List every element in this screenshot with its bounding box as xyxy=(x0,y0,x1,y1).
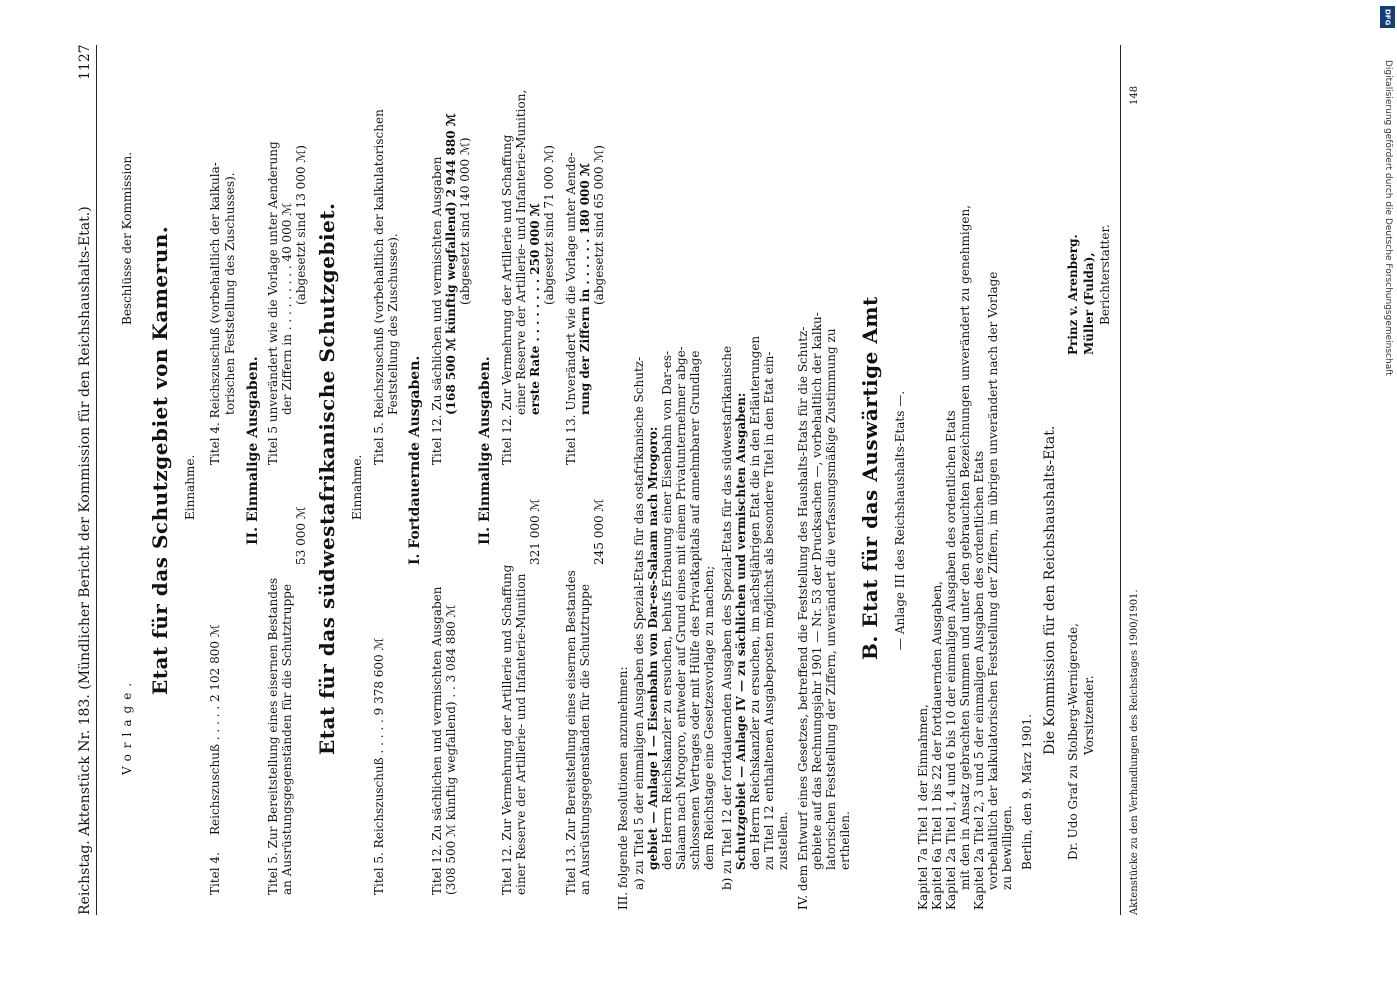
suedwest-right-t12-c: (abgesetzt sind 140 000 ℳ) xyxy=(458,137,472,305)
kamerun-left-t4: Reichszuschuß . . . . . 2 102 800 ℳ xyxy=(208,624,222,835)
resolution-b-line3: den Herrn Reichskanzler zu ersuchen, im nächstjährigen Etat die in den Erläuterungen xyxy=(748,335,762,870)
kapitel-line1: Kapitel 7a Titel 1 der Einnahmen, xyxy=(916,704,930,910)
closing-date: Berlin, den 9. März 1901. xyxy=(1020,714,1034,870)
kamerun-einmalige: II. Einmalige Ausgaben. xyxy=(245,356,261,545)
commission-name: Die Kommission für den Reichshaushalts-Etat. xyxy=(1042,425,1058,755)
kamerun-title: Etat für das Schutzgebiet von Kamerun. xyxy=(148,225,172,695)
suedwest-einnahme: Einnahme. xyxy=(350,454,364,520)
suedwest-left-t13-c: 245 000 ℳ xyxy=(592,498,606,565)
item-iv-line2: gebiete auf das Rechnungsjahr 1901 — Nr. 53 der Drucksachen —, vorbehaltlich der kalku- xyxy=(810,312,824,870)
suedwest-right-t13-b: rung der Ziffern in . . . . . . 180 000 ℳ xyxy=(578,163,592,415)
section-b-subtitle: — Anlage III des Reichshaushalts-Etats —. xyxy=(893,390,907,650)
suedwest-title: Etat für das südwestafrikanische Schutzgebiet. xyxy=(315,202,339,755)
running-header: Reichstag. Aktenstück Nr. 183. (Mündlicher Bericht der Kommission für den Reichshaushalts-Etat.) xyxy=(77,206,93,915)
suedwest-left-t13-a: Titel 13. Zur Bereitstellung eines eisernen Bestandes xyxy=(564,570,578,895)
page-number: 1127 xyxy=(77,44,93,80)
suedwest-left-e12-a: Titel 12. Zur Vermehrung der Artillerie und Schaffung xyxy=(500,564,514,895)
suedwest-right-t13-c: (abgesetzt sind 65 000 ℳ) xyxy=(592,145,606,305)
suedwest-fortdauernde: I. Fortdauernde Ausgaben. xyxy=(407,355,423,565)
kamerun-einnahme: Einnahme. xyxy=(183,454,197,520)
footer-rule xyxy=(1120,45,1121,915)
suedwest-right-t5-b: Feststellung des Zuschusses). xyxy=(386,233,400,415)
suedwest-right-t13-a: Titel 13. Unverändert wie die Vorlage unter Aende- xyxy=(564,152,578,465)
reporter-name-1: Prinz v. Arenberg. xyxy=(1066,234,1080,355)
kamerun-left-t5-a: Titel 5. Zur Bereitstellung eines eisernen Bestandes xyxy=(266,577,280,895)
kamerun-right-t5-a: Titel 5 unverändert wie die Vorlage unter Aenderung xyxy=(266,141,280,465)
suedwest-right-e12-d: (abgesetzt sind 71 000 ℳ) xyxy=(542,145,556,305)
kapitel-line6: vorbehaltlich der kalkulatorischen Feststellung der Ziffern, im übrigen unverändert nach der Vorlage xyxy=(986,271,1000,890)
resolution-a-line2: gebiet — Anlage I — Eisenbahn von Dar-es-Salaam nach Mrogoro: xyxy=(646,426,660,870)
kapitel-line4: mit den in Ansatz gebrachten Summen und unter den gebrauchten Bezeichnungen unverändert zu genehmigen, xyxy=(958,204,972,890)
resolution-b-line2: Schutzgebiet — Anlage IV — zu sächlichen und vermischten Ausgaben: xyxy=(734,392,748,870)
digitization-credit: Digitalisierung gefördert durch die Deutsche Forschungsgemeinschaft xyxy=(1383,60,1393,376)
resolution-b-line1: b) zu Titel 12 der fortdauernden Ausgaben des Spezial-Etats für das südwestafrikanische xyxy=(720,345,734,890)
resolution-b-line5: zustellen. xyxy=(776,811,790,870)
kamerun-right-t5-c: (abgesetzt sind 13 000 ℳ) xyxy=(294,145,308,305)
suedwest-left-t12-a: Titel 12. Zu sächlichen und vermischten Ausgaben xyxy=(430,586,444,895)
suedwest-left-e12-b: einer Reserve der Artillerie- und Infanterie-Munition xyxy=(514,573,528,895)
suedwest-right-e12-a: Titel 12. Zur Vermehrung der Artillerie und Schaffung xyxy=(500,134,514,465)
resolution-a-line3: den Herrn Reichskanzler zu ersuchen, behufs Erbauung einer Eisenbahn von Dar-es- xyxy=(660,350,674,870)
footer-sheet-number: 148 xyxy=(1129,85,1140,105)
suedwest-left-e12-c: 321 000 ℳ xyxy=(528,498,542,565)
suedwest-einmalige: II. Einmalige Ausgaben. xyxy=(477,356,493,545)
chair-name: Dr. Udo Graf zu Stolberg-Wernigerode, xyxy=(1066,623,1080,860)
kamerun-right-t4-a: Titel 4. Reichszuschuß (vorbehaltlich der kalkula- xyxy=(208,162,222,465)
suedwest-left-t5: Titel 5. Reichszuschuß . . . . . 9 378 600 ℳ xyxy=(372,637,386,895)
rotated-document xyxy=(58,0,1358,945)
section-b-title: B. Etat für das Auswärtige Amt xyxy=(858,296,882,660)
dfg-logo: DFG xyxy=(1380,6,1395,28)
kamerun-left-t5-c: 53 000 ℳ xyxy=(294,506,308,565)
footer-source: Aktenstücke zu den Verhandlungen des Reichstages 1900/1901. xyxy=(1129,589,1140,915)
kapitel-line2: Kapitel 6a Titel 1 bis 22 der fortdauernden Ausgaben, xyxy=(930,581,944,910)
resolution-b-line4: zu Titel 12 enthaltenen Ausgabeposten möglichst als besondere Titel in den Etat ein- xyxy=(762,351,776,870)
item-iv-line3: latorischen Feststellung der Ziffern, unverändert die verfassungsmäßige Zustimmung zu xyxy=(824,328,838,870)
suedwest-left-t13-b: an Ausrüstungsgegenständen für die Schutztruppe xyxy=(578,584,592,895)
header-rule xyxy=(96,45,97,915)
resolution-a-line5: schlossenen Vertrages oder mit Hülfe des Privatkapitals auf annehmbarer Grundlage xyxy=(688,350,702,870)
item-iv-line1: IV. dem Entwurf eines Gesetzes, betreffend die Feststellung des Haushalts-Etats für die Schutz- xyxy=(796,326,810,910)
item-iv-line4: ertheilen. xyxy=(838,811,852,870)
suedwest-right-e12-b: einer Reserve der Artillerie- und Infanterie-Munition, xyxy=(514,89,528,415)
kamerun-left-t4-label: Titel 4. xyxy=(208,852,222,895)
chair-role: Vorsitzender. xyxy=(1082,675,1096,755)
col-header-beschluesse: Beschlüsse der Kommission. xyxy=(120,151,134,325)
kamerun-right-t5-b: der Ziffern in . . . . . . . . . 40 000 ℳ xyxy=(280,202,294,415)
kapitel-line3: Kapitel 2a Titel 1, 4 und 6 bis 10 der einmaligen Ausgaben des ordentlichen Etats xyxy=(944,410,958,910)
kamerun-right-t4-b: torischen Feststellung des Zuschusses). xyxy=(223,172,237,415)
suedwest-right-t12-a: Titel 12. Zu sächlichen und vermischten Ausgaben xyxy=(430,156,444,465)
kapitel-line5: Kapitel 2a Titel 2, 3 und 5 der einmaligen Ausgaben des ordentlichen Etats xyxy=(972,450,986,910)
resolutions-intro: III. folgende Resolutionen anzunehmen: xyxy=(616,666,630,910)
reporter-name-2: Müller (Fulda), xyxy=(1082,252,1096,355)
reporter-role: Berichterstatter. xyxy=(1098,224,1112,325)
resolution-a-line1: a) zu Titel 5 der einmaligen Ausgaben des Spezial-Etats für das ostafrikanische Schutz- xyxy=(632,356,646,890)
resolution-a-line4: Salaam nach Mrogoro, entweder auf Grund eines mit einem Privatunternehmer abge- xyxy=(674,346,688,870)
suedwest-right-e12-c: erste Rate . . . . . . . . 250 000 ℳ xyxy=(528,203,542,415)
kamerun-left-t5-b: an Ausrüstungsgegenständen für die Schutztruppe xyxy=(280,584,294,895)
suedwest-left-t12-b: (308 500 ℳ künftig wegfallend) . . 3 084 880 ℳ xyxy=(444,604,458,895)
resolution-a-line6: dem Reichstage eine Gesetzesvorlage zu machen; xyxy=(702,565,716,870)
suedwest-right-t5-a: Titel 5. Reichszuschuß (vorbehaltlich der kalkulatorischen xyxy=(372,109,386,465)
suedwest-right-t12-b: (168 500 ℳ künftig wegfallend) 2 944 880 ℳ xyxy=(444,113,458,415)
kapitel-line7: zu bewilligen. xyxy=(1000,805,1014,890)
col-header-vorlage: Vorlage. xyxy=(120,676,134,775)
